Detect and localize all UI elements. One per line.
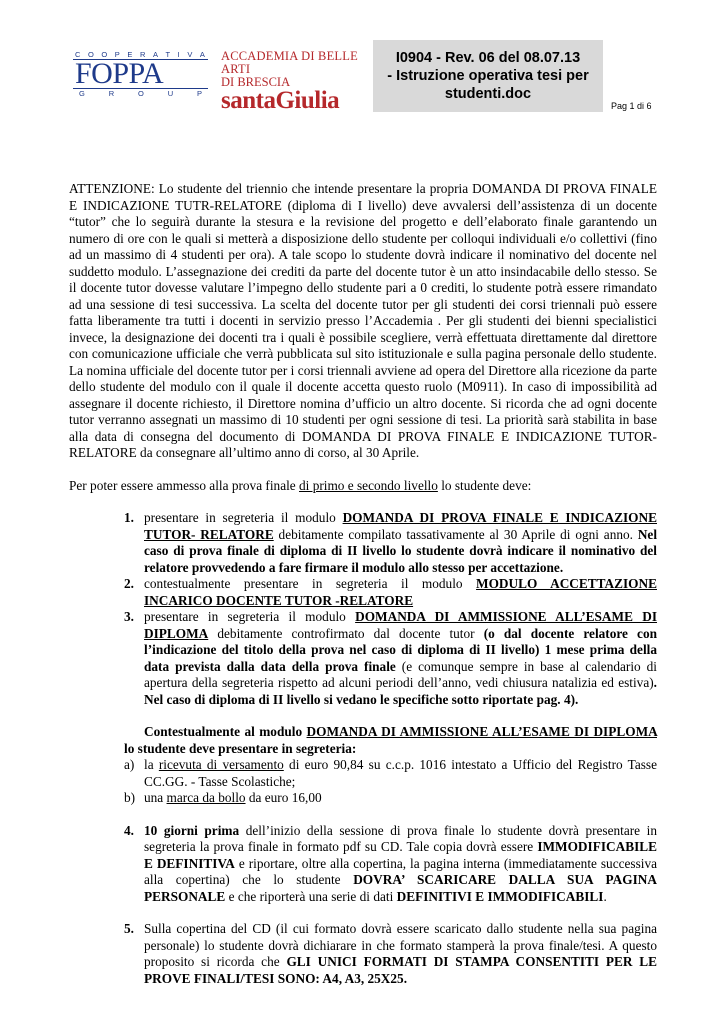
list-item-4: 4. 10 giorni prima dell’inizio della sessione di prova finale lo studente dovrà presentare in segreteria la prova finale in formato pdf su CD. Tale copia dovrà essere IMMODIFICABILE E DEFINITIVA e riportare, oltre alla copertina, la pagina interna (immediatamente successiva alla copertina) che lo studente DOVRA’ SCARICARE DALLA SUA PAGINA PERSONALE e che riporterà una serie di dati DEFINITIVI E IMMODIFICABILI. [124, 822, 657, 904]
intro-paragraph: ATTENZIONE: Lo studente del triennio che intende presentare la propria DOMANDA DI PROVA FINALE E INDICAZIONE TUTR-RELATORE (diploma di I livello) deve avvalersi dell’assistenza di un docente “tutor” che lo seguirà durante la stesura e la revisione del progetto e dell’elaborato finale garantendo un numero di ore con le quali si metterà a disposizione dello studente per colloqui individuali e/o collettivi (fino ad un massimo di 4 studenti per ora). A tale scopo lo studente dovrà indicare il nominativo del docente nel suddetto modulo. L’assegnazione dei crediti da parte del docente tutor è un atto insindacabile dello stesso. Se il docente tutor dovesse valutare l’impegno dello studente pari a 0 crediti, lo studente potrà essere rimandato ad una sessione di tesi successiva. La scelta del docente tutor per gli studenti dei corsi triennali può essere fatta liberamente tra tutti i docenti in servizio presso l’Accademia . Per gli studenti dei bienni specialistici invece, la designazione dei docenti tra i quali è possibile scegliere, verrà effettuata direttamente dal direttore con comunicazione ufficiale che verrà pubblicata sul sito istituzionale e sulla pagina personale dello studente. La nomina ufficiale del docente tutor per i corsi triennali avviene ad opera del Direttore alla ricezione da parte dello studente del modulo con il quale il docente accetta questo ruolo (M0911). In caso di impossibilità ad assegnare il docente richiesto, il Direttore nomina d’ufficio un altro docente. Si ricorda che ad ogni docente tutor verranno assegnati un massimo di 10 studenti per ogni sessione di tesi. La priorità sarà stabilita in base alla data di consegna del documento di DOMANDA DI PROVA FINALE E INDICAZIONE TUTOR-RELATORE da consegnare all’ultimo anno di corso, al 30 Aprile. [69, 181, 657, 460]
accademia-logo: ACCADEMIA DI BELLE ARTI DI BRESCIA santaGiulia [221, 49, 358, 114]
admission-paragraph: Per poter essere ammesso alla prova finale di primo e secondo livello lo studente deve: [69, 477, 532, 493]
document-title-line2: studenti.doc [444, 86, 532, 102]
page-number: Pag 1 di 6 [611, 101, 652, 111]
list-item-a: a) la ricevuta di versamento di euro 90,84 su c.c.p. 1016 intestato a Ufficio del Registro Tasse CC.GG. - Tasse Scolastiche; [124, 757, 657, 789]
document-body [69, 181, 657, 987]
list-item-3: 3. presentare in segreteria il modulo DOMANDA DI AMMISSIONE ALL’ESAME DI DIPLOMA debitamente controfirmato dal docente tutor (o dal docente relatore con l’indicazione del titolo della prova nel caso di diploma di II livello) 1 mese prima della data prevista dalla data della prova finale (e comunque sempre in base al calendario di apertura della segreteria rispetto ad alcuni periodi dell’anno, vedi chiusura natalizia ed estiva). Nel caso di diploma di II livello si vedano le specifiche sotto riportate pag. 4). [124, 609, 658, 707]
foppa-logo [73, 50, 208, 110]
list-item-b: b) una marca da bollo da euro 16,00 [124, 790, 322, 805]
foppa-logo-cooperativa: C O O P E R A T I V A [73, 50, 208, 60]
document-code: I0904 - Rev. 06 del 08.07.13 [395, 50, 581, 66]
contest-paragraph: Contestualmente al modulo DOMANDA DI AMMISSIONE ALL’ESAME DI DIPLOMA lo studente deve presentare in segreteria: [124, 724, 657, 756]
foppa-logo-group: G R O U P [73, 88, 208, 98]
list-item-1: 1. presentare in segreteria il modulo DOMANDA DI PROVA FINALE E INDICAZIONE TUTOR- RELATORE debitamente compilato tassativamente al 30 Aprile di ogni anno. Nel caso di prova finale di diploma di II livello lo studente dovrà indicare il nominativo del relatore provvedendo a fare firmare il modulo allo stesso per accettazione. [124, 510, 658, 575]
list-item-5: 5. Sulla copertina del CD (il cui formato dovrà essere scaricato dallo studente nella sua pagina personale) lo studente dovrà dichiarare in che formato stamperà la prova finale/tesi. A questo proposito si ricorda che GLI UNICI FORMATI DI STAMPA CONSENTITI PER LE PROVE FINALI/TESI SONO: A4, A3, 25X25. [124, 921, 657, 986]
document-title-line1: - Istruzione operativa tesi per [387, 68, 589, 84]
document-title-box [373, 40, 603, 112]
requirements-list [69, 510, 657, 708]
foppa-logo-name: FOPPA [75, 57, 164, 90]
page-header [73, 40, 659, 114]
list-item-2: 2. contestualmente presentare in segreteria il modulo MODULO ACCETTAZIONE INCARICO DOCENTE TUTOR -RELATORE [124, 576, 657, 608]
